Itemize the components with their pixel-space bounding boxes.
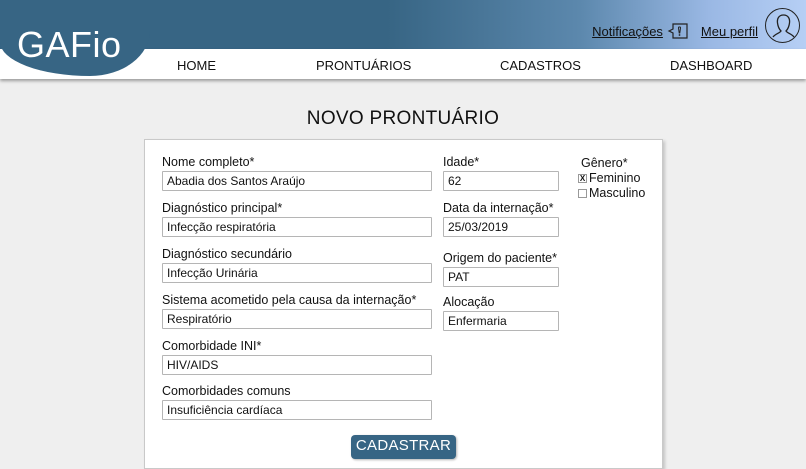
feminino-label: Feminino <box>589 171 641 185</box>
genero-option-masculino[interactable] <box>577 186 645 200</box>
genero-label: Gênero* <box>581 156 628 170</box>
field-alocacao <box>443 295 559 331</box>
origem-input[interactable]: PAT <box>443 267 559 287</box>
comorbidade-ini-input[interactable]: HIV/AIDS <box>162 355 432 375</box>
checkbox-unchecked-icon[interactable] <box>578 189 587 198</box>
genero-group <box>581 156 645 200</box>
field-comorbidade-ini <box>162 339 432 375</box>
field-nome <box>162 155 432 191</box>
top-links <box>592 22 758 40</box>
field-origem <box>443 251 559 287</box>
new-record-form <box>144 139 663 469</box>
field-sistema <box>162 293 432 329</box>
nome-label: Nome completo* <box>162 155 255 169</box>
comorbidade-ini-label: Comorbidade INI* <box>162 339 262 353</box>
app-logo[interactable]: GAFio <box>17 24 122 65</box>
alocacao-input[interactable]: Enfermaria <box>443 311 559 331</box>
origem-label: Origem do paciente* <box>443 251 557 265</box>
field-data-internacao <box>443 201 559 237</box>
genero-option-feminino[interactable] <box>577 171 645 185</box>
comorbidades-comuns-input[interactable]: Insuficiência cardíaca <box>162 400 432 420</box>
nav-dashboard[interactable]: DASHBOARD <box>670 58 753 73</box>
field-diagnostico-principal <box>162 201 432 237</box>
sistema-input[interactable]: Respiratório <box>162 309 432 329</box>
page-title: NOVO PRONTUÁRIO <box>306 108 500 129</box>
nome-input[interactable]: Abadia dos Santos Araújo <box>162 171 432 191</box>
nav-cadastros[interactable]: CADASTROS <box>500 58 581 73</box>
data-internacao-label: Data da internação* <box>443 201 554 215</box>
diagnostico-principal-input[interactable]: Infecção respiratória <box>162 217 432 237</box>
idade-input[interactable]: 62 <box>443 171 559 191</box>
checkbox-checked-icon[interactable]: X <box>579 173 586 183</box>
masculino-label: Masculino <box>589 186 646 200</box>
diagnostico-secundario-input[interactable]: Infecção Urinária <box>162 263 432 283</box>
alocacao-label: Alocação <box>443 295 495 309</box>
comorbidades-comuns-label: Comorbidades comuns <box>162 384 291 398</box>
nav-home[interactable]: HOME <box>177 58 216 73</box>
field-diagnostico-secundario <box>162 247 432 283</box>
nav-prontuarios[interactable]: PRONTUÁRIOS <box>316 58 412 73</box>
field-comorbidades-comuns <box>162 384 432 420</box>
diagnostico-principal-label: Diagnóstico principal* <box>162 201 283 215</box>
user-avatar-icon[interactable] <box>765 8 800 43</box>
sistema-label: Sistema acometido pela causa da internação* <box>162 293 417 307</box>
notifications-link[interactable]: Notificações <box>592 23 663 39</box>
data-internacao-input[interactable]: 25/03/2019 <box>443 217 559 237</box>
cadastrar-button[interactable]: CADASTRAR <box>351 435 456 459</box>
idade-label: Idade* <box>443 155 480 169</box>
field-idade <box>443 155 559 191</box>
notification-bubble-icon[interactable] <box>667 22 689 40</box>
profile-link[interactable]: Meu perfil <box>700 23 758 39</box>
diagnostico-secundario-label: Diagnóstico secundário <box>162 247 292 261</box>
